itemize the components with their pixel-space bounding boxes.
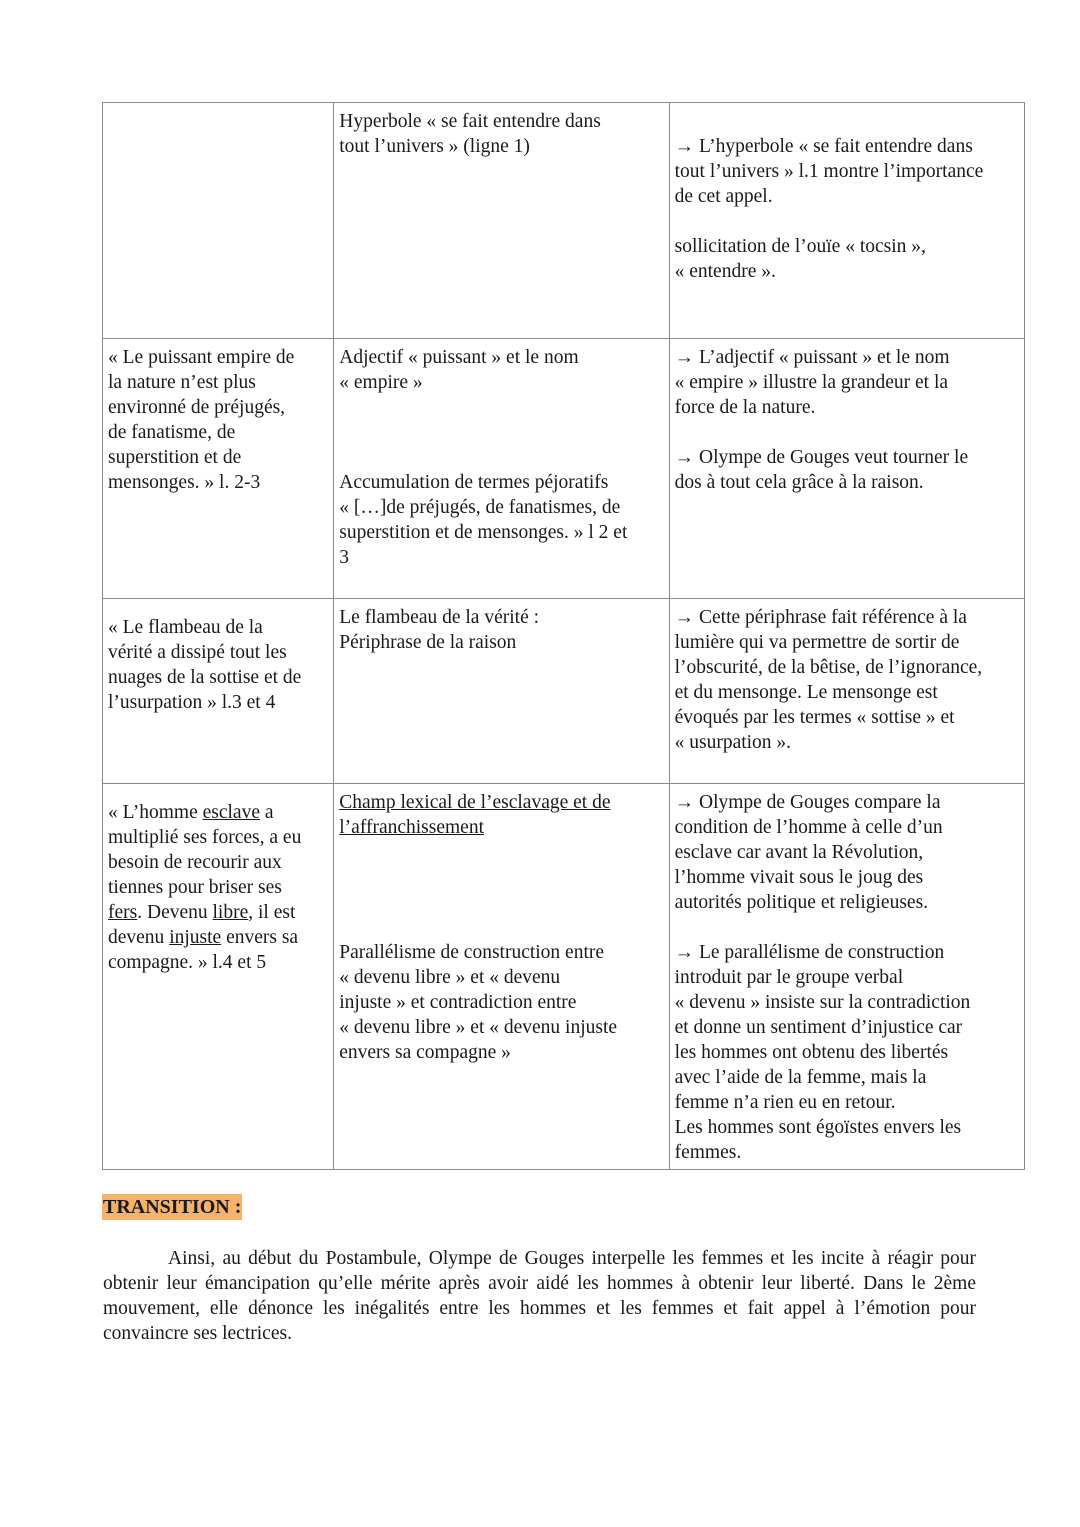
quote-text: « Le puissant empire de la nature n’est plus environné de préjugés, de fanatisme, de superstition et de mensonges. » l. 2-3 — [108, 347, 295, 493]
table-row — [103, 103, 1025, 339]
interpretation-text: → Cette périphrase fait référence à la lumière qui va permettre de sortir de l’obscurité, de la bêtise, de l’ignorance, et du mensonge. Le mensonge est évoqués par les termes « sottise » et « usurpation ». — [674, 607, 983, 753]
quote-cell — [103, 599, 334, 784]
procede-text: Le flambeau de la vérité : Périphrase de la raison — [339, 607, 540, 653]
procede-text: Hyperbole « se fait entendre dans tout l’univers » (ligne 1) — [339, 111, 601, 157]
interpretation-cell — [669, 599, 1024, 784]
quote-cell — [103, 339, 334, 599]
procede-text: Accumulation de termes péjoratifs « […]de préjugés, de fanatismes, de superstition et de mensonges. » l 2 et 3 — [339, 472, 628, 568]
underlined-word: libre — [212, 902, 249, 923]
transition-paragraph: Ainsi, au début du Postambule, Olympe de Gouges interpelle les femmes et les incite à réagir pour obtenir leur émancipation qu’elle mérite après avoir aidé les hommes à obtenir leur liberté. Dans le 2ème mouvement, elle dénonce les inégalités entre les hommes et les femmes et fait appel à l’émotion pour convaincre ses lectrices. — [103, 1248, 976, 1344]
procede-cell — [334, 599, 669, 784]
interpretation-text: → Le parallélisme de construction introduit par le groupe verbal « devenu » insiste sur la contradiction et donne un sentiment d’injustice car les hommes ont obtenu des libertés avec l’aide de la femme, mais la femme n’a rien eu en retour. Les hommes sont égoïstes envers les femmes. — [674, 942, 971, 1163]
interpretation-text: → Olympe de Gouges veut tourner le dos à tout cela grâce à la raison. — [674, 447, 969, 493]
procede-text: Parallélisme de construction entre « devenu libre » et « devenu injuste » et contradiction entre « devenu libre » et « devenu injuste envers sa compagne » — [339, 942, 618, 1063]
underlined-word: injuste — [169, 927, 222, 948]
interpretation-text: → L’adjectif « puissant » et le nom « empire » illustre la grandeur et la force de la nature. — [674, 347, 950, 418]
quote-cell — [103, 784, 334, 1170]
table-row — [103, 784, 1025, 1170]
procede-cell — [334, 784, 669, 1170]
procede-cell — [334, 103, 669, 339]
procede-text: Adjectif « puissant » et le nom « empire » — [339, 347, 579, 393]
interpretation-cell — [669, 784, 1024, 1170]
interpretation-cell — [669, 339, 1024, 599]
table-row — [103, 599, 1025, 784]
analysis-table — [102, 102, 1025, 1170]
interpretation-text: → L’hyperbole « se fait entendre dans tout l’univers » l.1 montre l’importance de cet appel. — [674, 136, 984, 207]
interpretation-cell — [669, 103, 1024, 339]
interpretation-text: → Olympe de Gouges compare la condition de l’homme à celle d’un esclave car avant la Révolution, l’homme vivait sous le joug des autorités politique et religieuses. — [674, 792, 943, 913]
quote-text: « Le flambeau de la vérité a dissipé tout les nuages de la sottise et de l’usurpation » l.3 et 4 — [108, 617, 302, 713]
underlined-word: esclave — [202, 802, 260, 823]
transition-heading: TRANSITION : — [103, 1196, 242, 1218]
procede-heading: Champ lexical de l’esclavage et de l’affranchissement — [339, 792, 611, 838]
table-row — [103, 339, 1025, 599]
interpretation-text: sollicitation de l’ouïe « tocsin », « entendre ». — [674, 236, 926, 282]
quote-text: « L’homme esclave a multiplié ses forces, a eu besoin de recourir aux tiennes pour briser ses fers. Devenu libre, il est devenu injuste envers sa compagne. » l.4 et 5 — [108, 802, 302, 973]
quote-cell — [103, 103, 334, 339]
underlined-word: fers — [108, 902, 138, 923]
procede-cell — [334, 339, 669, 599]
